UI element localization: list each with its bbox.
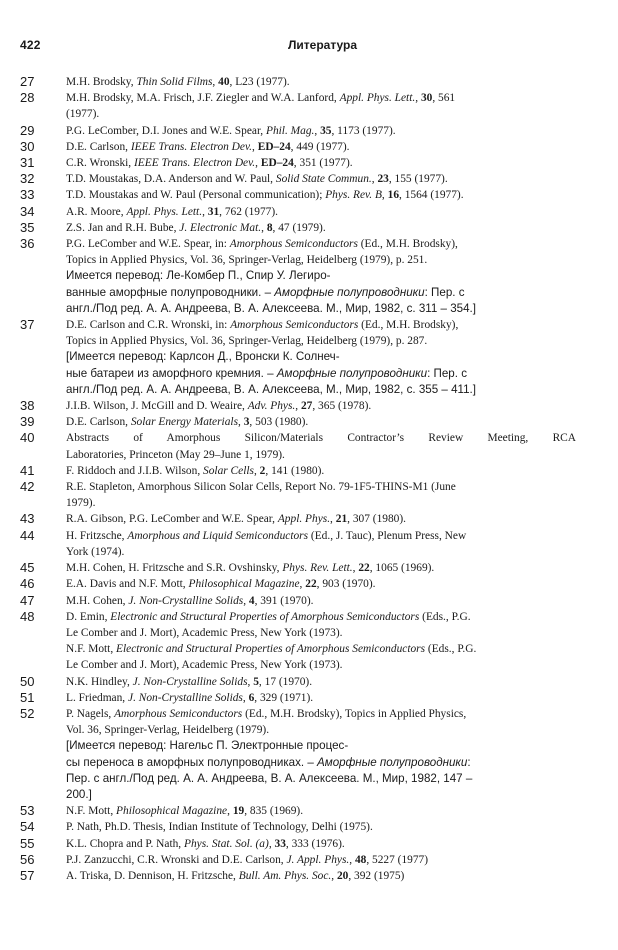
reference-text: N.F. Mott, [66, 805, 117, 818]
journal-title: Appl. Phys. Lett. [126, 205, 203, 218]
reference-text: , [314, 124, 321, 137]
reference-text: , 1065 (1969). [369, 562, 435, 575]
reference-entry [20, 803, 576, 819]
reference-entry [20, 463, 576, 479]
reference-text: , L23 (1977). [229, 76, 290, 88]
reference-entry [20, 593, 576, 609]
reference-text: , [349, 853, 355, 866]
journal-title: Bull. Am. Phys. Soc. [238, 869, 332, 882]
reference-text: D.E. Carlson and C.R. Wronski, in: [66, 319, 231, 332]
reference-line [66, 74, 576, 90]
reference-entry [20, 819, 576, 835]
reference-line [66, 738, 576, 754]
reference-text: Имеется перевод: Ле-Комбер П., Спир У. Легиро- [66, 269, 331, 283]
reference-number: 37 [20, 317, 35, 333]
reference-line [66, 511, 576, 527]
reference-line [66, 819, 576, 835]
journal-title: Amorphous Semiconductors [230, 319, 359, 332]
reference-line [66, 787, 576, 803]
reference-line [66, 755, 576, 771]
reference-text: 200.] [66, 787, 92, 801]
volume-number: ED–24 [260, 157, 294, 170]
journal-title: J. Non-Crystalline Solids [128, 691, 243, 704]
reference-entry [20, 171, 576, 187]
reference-line [66, 641, 576, 657]
reference-number: 50 [20, 673, 35, 689]
journal-title: Аморфные полупроводники [317, 755, 468, 769]
reference-line [66, 852, 576, 868]
volume-number: 23 [377, 173, 389, 186]
reference-text: (Ed., M.H. Brodsky), Topics in Applied Physics, [242, 707, 467, 720]
reference-entry [20, 609, 576, 674]
reference-text: , [242, 691, 249, 704]
reference-text: , [415, 92, 421, 105]
journal-title: J. Appl. Phys. [286, 853, 350, 866]
reference-number: 48 [20, 608, 35, 624]
volume-number: 33 [274, 837, 286, 850]
reference-text: , [243, 594, 249, 607]
reference-text: P. Nagels, [66, 707, 115, 720]
reference-text: Le Comber and J. Mort), Academic Press, New York (1973). [66, 626, 343, 639]
volume-number: 40 [218, 76, 230, 88]
volume-number: 8 [266, 221, 273, 234]
reference-text: , 561 [432, 92, 456, 105]
reference-number: 51 [20, 689, 35, 705]
reference-text: : Пер. с [427, 366, 467, 380]
reference-text: Abstracts of Amorphous Silicon/Materials Contractor’s Review Meeting, RCA [66, 432, 576, 445]
reference-line [66, 576, 576, 592]
journal-title: Appl. Phys. Lett. [339, 92, 416, 105]
page-header [20, 38, 600, 58]
journal-title: J. Electronic Mat. [179, 221, 262, 234]
reference-text: N.F. Mott, [66, 643, 117, 656]
reference-text: , 762 (1977). [219, 205, 279, 218]
reference-text: , [255, 157, 261, 170]
journal-title: Thin Solid Films [136, 76, 213, 88]
reference-line [66, 528, 576, 544]
reference-text: , [227, 805, 233, 818]
reference-line [66, 868, 576, 884]
reference-text: , 47 (1979). [272, 221, 326, 234]
reference-entry [20, 317, 576, 398]
reference-line [66, 187, 576, 203]
reference-text: Topics in Applied Physics, Vol. 36, Springer-Verlag, Heidelberg (1979), p. 251. [66, 254, 428, 267]
journal-title: Amorphous Semiconductors [229, 238, 358, 251]
reference-number: 44 [20, 527, 35, 543]
reference-line [66, 366, 576, 382]
reference-number: 47 [20, 592, 35, 608]
reference-line [66, 625, 576, 641]
journal-title: Phys. Stat. Sol. (a) [184, 837, 269, 850]
reference-line [66, 382, 576, 398]
reference-entry [20, 576, 576, 592]
reference-line [66, 609, 576, 625]
reference-line [66, 495, 576, 511]
volume-number: 16 [387, 189, 400, 202]
reference-text: , 392 (1975) [348, 869, 405, 882]
reference-number: 43 [20, 511, 35, 527]
reference-line [66, 220, 576, 236]
reference-text: York (1974). [66, 545, 125, 558]
reference-text: [Имеется перевод: Нагельс П. Электронные процес- [66, 739, 349, 753]
journal-title: Phil. Mag. [265, 124, 315, 137]
reference-line [66, 123, 576, 139]
reference-text: , 503 (1980). [249, 416, 309, 429]
reference-number: 30 [20, 138, 35, 154]
reference-text: , [212, 76, 219, 88]
reference-text: M.H. Cohen, H. Fritzsche and S.R. Ovshinsky, [66, 562, 283, 575]
journal-title: Amorphous and Liquid Semiconductors [127, 529, 309, 542]
reference-text: P.J. Zanzucchi, C.R. Wronski and D.E. Carlson, [66, 853, 287, 866]
volume-number: 31 [207, 205, 220, 218]
reference-text: M.H. Brodsky, [66, 76, 137, 88]
reference-line [66, 317, 576, 333]
reference-text: , [371, 173, 378, 186]
reference-line [66, 463, 576, 479]
reference-line [66, 139, 576, 155]
reference-number: 34 [20, 203, 35, 219]
reference-text: Le Comber and J. Mort), Academic Press, New York (1973). [66, 659, 343, 672]
reference-number: 38 [20, 398, 35, 414]
journal-title: Solar Cells [203, 464, 254, 477]
reference-line [66, 398, 576, 414]
reference-text: , 155 (1977). [388, 173, 448, 186]
volume-number: 4 [248, 594, 255, 607]
journal-title: Solid State Commun. [275, 173, 372, 186]
reference-line [66, 706, 576, 722]
journal-title: J. Non-Crystalline Solids [132, 675, 248, 688]
reference-text: , [299, 578, 306, 591]
volume-number: 22 [358, 562, 370, 575]
reference-text: H. Fritzsche, [66, 529, 128, 542]
reference-number: 42 [20, 479, 35, 495]
reference-text: , 835 (1969). [244, 805, 304, 818]
reference-number: 28 [20, 90, 35, 106]
reference-text: [Имеется перевод: Карлсон Д., Вронски К. Солнеч- [66, 350, 340, 364]
reference-number: 31 [20, 155, 35, 171]
reference-text: , [330, 513, 336, 526]
reference-number: 40 [20, 430, 35, 446]
reference-line [66, 90, 576, 106]
reference-entry [20, 220, 576, 236]
reference-text: , 365 (1978). [312, 400, 372, 413]
reference-line [66, 236, 576, 252]
reference-text: , 449 (1977). [290, 140, 350, 153]
reference-text: Z.S. Jan and R.H. Bube, [66, 221, 180, 234]
reference-text: D.E. Carlson, [66, 140, 131, 153]
reference-entry [20, 528, 576, 560]
reference-number: 29 [20, 122, 35, 138]
reference-line [66, 333, 576, 349]
reference-text: D. Emin, [66, 610, 111, 623]
reference-text: R.E. Stapleton, Amorphous Silicon Solar Cells, Report No. 79-1F5-THINS-M1 (June [66, 481, 456, 494]
volume-number: 48 [354, 853, 367, 866]
reference-text: , [261, 221, 267, 234]
reference-text: Vol. 36, Springer-Verlag, Heidelberg (1979). [66, 724, 270, 737]
reference-entry [20, 139, 576, 155]
journal-title: Аморфные полупроводники [274, 285, 425, 299]
reference-text: L. Friedman, [66, 691, 129, 704]
journal-title: Philosophical Magazine [188, 578, 300, 591]
reference-line [66, 593, 576, 609]
reference-text: , [352, 562, 359, 575]
reference-entry [20, 187, 576, 203]
reference-text: , [381, 189, 388, 202]
reference-text: , [295, 400, 301, 413]
reference-entry [20, 674, 576, 690]
running-title: Литература [288, 38, 358, 52]
reference-text: , 141 (1980). [265, 464, 325, 477]
reference-line [66, 690, 576, 706]
reference-entry [20, 123, 576, 139]
reference-text: , 1173 (1977). [331, 124, 396, 137]
journal-title: Аморфные полупроводники [276, 366, 428, 380]
reference-line [66, 349, 576, 365]
reference-text: , [247, 675, 254, 688]
reference-line [66, 544, 576, 560]
reference-text: , 1564 (1977). [399, 189, 464, 202]
reference-line [66, 171, 576, 187]
volume-number: 22 [305, 578, 317, 591]
reference-text: , 329 (1971). [254, 691, 314, 704]
reference-entry [20, 74, 576, 90]
reference-text: Laboratories, Princeton (May 29–June 1, 1979). [66, 448, 285, 461]
reference-line [66, 771, 576, 787]
reference-number: 54 [20, 819, 35, 835]
journal-title: Solar Energy Materials [130, 416, 239, 429]
reference-entry [20, 155, 576, 171]
reference-text: C.R. Wronski, [66, 157, 134, 170]
reference-number: 55 [20, 835, 35, 851]
reference-list [20, 74, 576, 884]
reference-entry [20, 690, 576, 706]
reference-text: , [253, 464, 260, 477]
volume-number: ED–24 [257, 140, 291, 153]
reference-text: A.R. Moore, [66, 205, 127, 218]
reference-number: 35 [20, 219, 35, 235]
volume-number: 5 [253, 675, 259, 688]
volume-number: 21 [335, 513, 348, 526]
volume-number: 19 [232, 805, 245, 818]
journal-title: J. Non-Crystalline Solids [128, 594, 244, 607]
reference-text: P. Nath, Ph.D. Thesis, Indian Institute of Technology, Delhi (1975). [66, 821, 373, 834]
volume-number: 2 [259, 464, 266, 477]
reference-entry [20, 236, 576, 317]
reference-entry [20, 430, 576, 462]
reference-text: , 333 (1976). [285, 837, 345, 850]
reference-entry [20, 706, 576, 803]
reference-text: , [238, 416, 244, 429]
reference-text: (Eds., P.G. [419, 610, 471, 623]
journal-title: Adv. Phys. [247, 400, 296, 413]
reference-line [66, 657, 576, 673]
reference-line [66, 204, 576, 220]
reference-text: 1979). [66, 497, 96, 510]
reference-line [66, 722, 576, 738]
reference-text: (1977). [66, 108, 100, 121]
volume-number: 6 [248, 691, 255, 704]
reference-number: 53 [20, 803, 35, 819]
reference-text: A. Triska, D. Dennison, H. Fritzsche, [66, 869, 239, 882]
reference-number: 45 [20, 560, 35, 576]
journal-title: IEEE Trans. Electron Dev. [134, 157, 256, 170]
reference-text: E.A. Davis and N.F. Mott, [66, 578, 189, 591]
reference-line [66, 836, 576, 852]
reference-text: , 5227 (1977) [366, 853, 429, 866]
reference-text: T.D. Moustakas, D.A. Anderson and W. Paul, [66, 173, 276, 186]
volume-number: 30 [420, 92, 433, 105]
reference-line [66, 252, 576, 268]
reference-text: K.L. Chopra and P. Nath, [66, 837, 185, 850]
reference-text: (Ed., M.H. Brodsky), [358, 319, 459, 332]
reference-number: 41 [20, 462, 35, 478]
reference-text: , 17 (1970). [258, 675, 313, 688]
reference-number: 27 [20, 74, 35, 89]
reference-entry [20, 868, 576, 884]
reference-text: R.A. Gibson, P.G. LeComber and W.E. Spear, [66, 513, 278, 526]
reference-line [66, 803, 576, 819]
reference-text: англ./Под ред. А. А. Андреева, В. А. Алексеева. М., Мир, 1982, с. 311 – 354.] [66, 301, 476, 315]
reference-line [66, 430, 576, 446]
reference-text: Topics in Applied Physics, Vol. 36, Springer-Verlag, Heidelberg (1979), p. 287. [66, 335, 428, 348]
journal-title: Philosophical Magazine [116, 805, 228, 818]
reference-text: Пер. с англ./Под ред. А. А. Андреева, В. А. Алексеева. М., Мир, 1982, 147 – [66, 771, 473, 785]
reference-text: сы переноса в аморфных полупроводниках. – [66, 755, 318, 769]
reference-text: P.G. LeComber and W.E. Spear, in: [66, 238, 230, 251]
reference-text: , [202, 205, 208, 218]
reference-text: , 903 (1970). [316, 578, 376, 591]
reference-number: 52 [20, 705, 35, 721]
reference-text: , [268, 837, 275, 850]
reference-text: , [331, 869, 337, 882]
reference-number: 33 [20, 187, 35, 203]
reference-text: , 351 (1977). [293, 157, 353, 170]
reference-text: : [467, 755, 471, 769]
journal-title: Appl. Phys. [277, 513, 331, 526]
reference-entry [20, 511, 576, 527]
reference-text: (Eds., P.G. [425, 643, 477, 656]
reference-entry [20, 560, 576, 576]
reference-number: 46 [20, 576, 35, 592]
reference-text: (Ed., M.H. Brodsky), [357, 238, 458, 251]
reference-line [66, 106, 576, 122]
reference-entry [20, 479, 576, 511]
reference-line [66, 674, 576, 690]
reference-text: ванные аморфные полупроводники. – [66, 285, 275, 299]
reference-text: (Ed., J. Tauc), Plenum Press, New [308, 529, 467, 542]
reference-entry [20, 836, 576, 852]
volume-number: 27 [300, 400, 313, 413]
reference-entry [20, 398, 576, 414]
reference-line [66, 301, 576, 317]
reference-number: 57 [20, 867, 35, 883]
journal-title: IEEE Trans. Electron Dev. [130, 140, 253, 153]
reference-text: D.E. Carlson, [66, 416, 131, 429]
reference-line [66, 155, 576, 171]
reference-text: P.G. LeComber, D.I. Jones and W.E. Spear, [66, 124, 266, 137]
reference-line [66, 414, 576, 430]
reference-text: J.I.B. Wilson, J. McGill and D. Weaire, [66, 400, 248, 413]
reference-number: 36 [20, 236, 35, 252]
reference-text: M.H. Cohen, [66, 594, 129, 607]
reference-line [66, 479, 576, 495]
page-number: 422 [20, 38, 41, 52]
reference-text: F. Riddoch and J.I.B. Wilson, [66, 464, 204, 477]
reference-text: , 391 (1970). [254, 594, 314, 607]
reference-number: 39 [20, 414, 35, 430]
journal-title: Electronic and Structural Properties of Amorphous Semiconductors [110, 610, 420, 623]
reference-entry [20, 90, 576, 122]
reference-text: , [252, 140, 258, 153]
reference-text: N.K. Hindley, [66, 675, 133, 688]
reference-line [66, 285, 576, 301]
reference-text: M.H. Brodsky, M.A. Frisch, J.F. Ziegler and W.A. Lanford, [66, 92, 340, 105]
reference-line [66, 268, 576, 284]
volume-number: 35 [320, 124, 332, 137]
reference-number: 56 [20, 851, 35, 867]
reference-text: : Пер. с [424, 285, 465, 299]
volume-number: 20 [336, 869, 349, 882]
reference-text: англ./Под ред. А. А. Андреева, В. А. Алексеева, М., Мир, 1982, с. 355 – 411.] [66, 382, 476, 396]
reference-entry [20, 852, 576, 868]
reference-text: T.D. Moustakas and W. Paul (Personal communication); [66, 189, 326, 202]
reference-entry [20, 204, 576, 220]
reference-number: 32 [20, 171, 35, 187]
journal-title: Phys. Rev. B [325, 189, 382, 202]
reference-line [66, 560, 576, 576]
journal-title: Electronic and Structural Properties of Amorphous Semiconductors [116, 643, 426, 656]
journal-title: Phys. Rev. Lett. [282, 562, 353, 575]
reference-text: , 307 (1980). [347, 513, 406, 526]
reference-line [66, 447, 576, 463]
reference-entry [20, 414, 576, 430]
journal-title: Amorphous Semiconductors [114, 707, 243, 720]
reference-text: ные батареи из аморфного кремния. – [66, 366, 277, 380]
volume-number: 3 [243, 416, 250, 429]
